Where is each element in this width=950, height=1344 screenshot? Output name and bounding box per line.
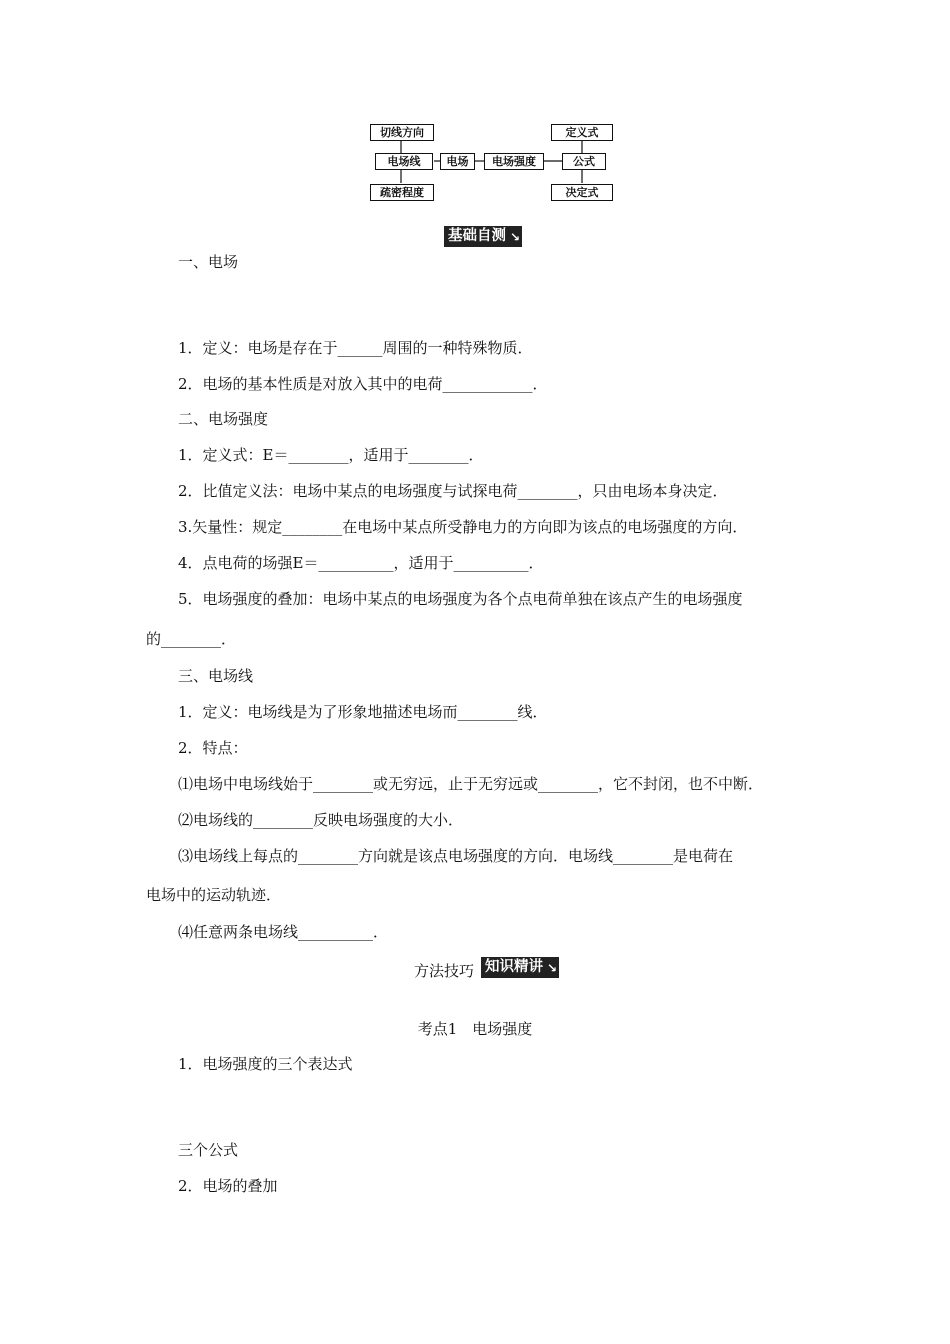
arrow-icon: ↘ (509, 230, 520, 244)
knowledge-label: 知识精讲 (485, 959, 543, 975)
list-item: ⑶电场线上每点的________方向就是该点电场强度的方向．电场线________是电荷在 (178, 847, 734, 865)
list-item: 1．定义式：E＝________，适用于________． (178, 446, 484, 464)
basic-test-label: 基础自测 (448, 228, 506, 244)
diagram-box-formula: 公式 (562, 153, 606, 170)
section-heading-electric-field: 一、电场 (178, 253, 239, 271)
diagram-box-field-line: 电场线 (375, 153, 433, 170)
list-item-continuation: 的________． (146, 630, 237, 648)
knowledge-badge (481, 957, 559, 978)
list-item: ⑵电场线的________反映电场强度的大小． (178, 811, 464, 829)
list-item: 2．特点： (178, 739, 248, 757)
section-heading-field-strength: 二、电场强度 (178, 410, 269, 428)
diagram-box-determining-formula: 决定式 (551, 184, 613, 201)
diagram-box-density: 疏密程度 (370, 184, 434, 201)
list-item: 1．定义：电场线是为了形象地描述电场而________线． (178, 703, 548, 721)
basic-test-badge (444, 226, 522, 247)
list-item: 2．比值定义法：电场中某点的电场强度与试探电荷________，只由电场本身决定． (178, 482, 728, 500)
kaodian-title: 考点1 电场强度 (417, 1020, 533, 1038)
concept-diagram (365, 120, 620, 206)
list-item: 3.矢量性：规定________在电场中某点所受静电力的方向即为该点的电场强度的方向． (178, 518, 748, 536)
diagram-box-definition-formula: 定义式 (551, 124, 613, 141)
arrow-icon: ↘ (546, 961, 557, 975)
method-skills-label: 方法技巧 (414, 962, 475, 980)
list-item: 2．电场的叠加 (178, 1177, 278, 1195)
list-item-continuation: 电场中的运动轨迹． (146, 886, 282, 904)
diagram-box-tangent-direction: 切线方向 (370, 124, 434, 141)
diagram-box-electric-field: 电场 (440, 153, 475, 170)
list-item: ⑷任意两条电场线__________． (178, 923, 389, 941)
list-item: 4．点电荷的场强E＝__________，适用于__________． (178, 554, 544, 572)
list-item: 三个公式 (178, 1141, 239, 1159)
list-item: 5．电场强度的叠加：电场中某点的电场强度为各个点电荷单独在该点产生的电场强度 (178, 590, 743, 608)
list-item: 2．电场的基本性质是对放入其中的电荷____________． (178, 375, 548, 393)
list-item: 1．电场强度的三个表达式 (178, 1055, 353, 1073)
section-heading-field-lines: 三、电场线 (178, 667, 254, 685)
list-item: ⑴电场中电场线始于________或无穷远，止于无穷远或________，它不封闭，也不中断． (178, 775, 764, 793)
list-item: 1．定义：电场是存在于______周围的一种特殊物质． (178, 339, 533, 357)
diagram-box-field-strength: 电场强度 (484, 153, 544, 170)
